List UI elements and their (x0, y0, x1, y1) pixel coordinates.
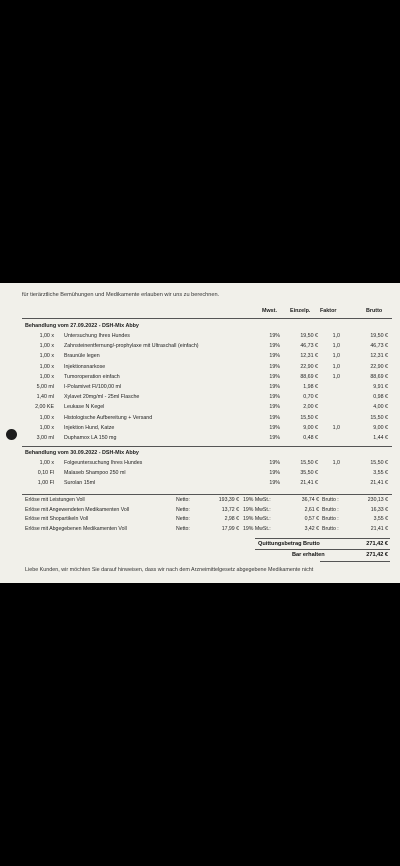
line-item (0, 404, 400, 414)
item-quantity: 2,00 KE (35, 404, 54, 411)
item-einzelpreis: 19,50 € (300, 333, 318, 339)
summary-mwst-label: 19% MwSt.: (243, 497, 271, 503)
summary-brutto-label: Brutto : (322, 525, 339, 532)
summary-mwst: 36,74 € (301, 497, 319, 503)
header-faktor: Faktor (320, 308, 337, 314)
summary-brutto: 21,41 € (370, 525, 388, 532)
item-mwst: 19% (269, 353, 280, 360)
header-rule (22, 318, 392, 319)
invoice-paper (0, 283, 400, 583)
summary-label: Erlöse mit Angewendeten Medikamenten Voll (25, 506, 130, 513)
summary-netto-label: Netto: (176, 525, 190, 532)
item-brutto: 9,91 € (373, 384, 388, 390)
line-item (0, 415, 400, 425)
line-item (0, 425, 400, 435)
item-mwst: 19% (269, 435, 280, 441)
summary-rule (22, 494, 392, 495)
item-brutto: 0,98 € (373, 394, 388, 401)
line-item (0, 343, 400, 353)
summary-row (0, 516, 400, 525)
line-item (0, 374, 400, 384)
line-item (0, 333, 400, 343)
item-faktor: 1,0 (332, 373, 340, 380)
item-brutto: 88,69 € (370, 373, 388, 380)
item-description: Injektionsnarkose (64, 363, 106, 370)
item-einzelpreis: 9,00 € (303, 424, 318, 431)
quittung-value: 271,42 € (366, 541, 388, 547)
item-brutto: 3,55 € (373, 470, 388, 477)
summary-label: Erlöse mit Abgegebenen Medikamenten Voll (25, 525, 127, 532)
summary-netto-label: Netto: (176, 506, 190, 513)
item-mwst: 19% (269, 470, 280, 477)
punch-hole (6, 429, 17, 440)
item-quantity: 5,00 ml (36, 384, 54, 390)
summary-brutto-label: Brutto : (322, 506, 339, 513)
item-mwst: 19% (269, 404, 280, 411)
item-einzelpreis: 88,69 € (300, 373, 318, 380)
bar-label: Bar erhalten (292, 552, 325, 558)
summary-mwst: 0,57 € (304, 516, 319, 522)
item-einzelpreis: 15,50 € (300, 414, 318, 421)
item-mwst: 19% (269, 394, 280, 401)
item-mwst: 19% (269, 384, 280, 390)
line-item (0, 435, 400, 445)
item-quantity: 1,00 x (39, 363, 54, 370)
line-item (0, 364, 400, 374)
item-einzelpreis: 12,31 € (300, 353, 318, 360)
summary-label: Erlöse mit Leistungen Voll (25, 497, 85, 503)
item-mwst: 19% (269, 333, 280, 339)
item-description: Folgeuntersuchung Ihres Hundes (64, 460, 143, 466)
line-item (0, 480, 400, 490)
total-rule (255, 538, 390, 539)
item-quantity: 3,00 ml (36, 435, 54, 441)
item-einzelpreis: 1,98 € (303, 384, 318, 390)
item-brutto: 46,73 € (370, 343, 388, 350)
summary-row (0, 526, 400, 535)
item-mwst: 19% (269, 480, 280, 487)
footnote: Liebe Kunden, wir möchten Sie darauf hinweisen, dass wir nach dem Arzneimittelgesetz abgegebene Medikamente nicht (25, 567, 314, 573)
summary-mwst-label: 19% MwSt.: (243, 525, 271, 532)
summary-mwst-label: 19% MwSt.: (243, 516, 271, 522)
item-mwst: 19% (269, 414, 280, 421)
item-faktor: 1,0 (332, 343, 340, 350)
summary-brutto: 3,55 € (373, 516, 388, 522)
item-quantity: 1,00 Fl (37, 480, 54, 487)
item-brutto: 9,00 € (373, 424, 388, 431)
treatment-title-2: Behandlung vom 30.09.2022 - DSH-Mix Abby (25, 450, 139, 456)
item-brutto: 22,90 € (370, 363, 388, 370)
item-quantity: 1,00 x (39, 343, 54, 350)
item-einzelpreis: 35,50 € (300, 470, 318, 477)
item-quantity: 1,00 x (39, 424, 54, 431)
bar-underline (320, 561, 390, 562)
summary-mwst: 2,61 € (304, 506, 319, 513)
item-description: Surolan 15ml (64, 480, 96, 487)
item-faktor: 1,0 (332, 424, 340, 431)
summary-brutto: 16,33 € (370, 506, 388, 513)
summary-row (0, 507, 400, 516)
header-mwst: Mwst. (262, 308, 277, 314)
summary-brutto-label: Brutto : (322, 516, 339, 522)
summary-netto: 17,99 € (221, 525, 239, 532)
summary-mwst: 3,42 € (304, 525, 319, 532)
section-rule (22, 446, 392, 447)
line-item (0, 460, 400, 470)
summary-row (0, 497, 400, 506)
item-brutto: 15,50 € (370, 460, 388, 466)
item-description: Leukase N Kegel (64, 404, 105, 411)
summary-mwst-label: 19% MwSt.: (243, 506, 271, 513)
item-faktor: 1,0 (332, 353, 340, 360)
item-description: Zahnsteinentfernung/-prophylaxe mit Ultraschall (einfach) (64, 343, 199, 350)
item-quantity: 1,00 x (39, 353, 54, 360)
item-description: Malaseb Shampoo 250 ml (64, 470, 126, 477)
line-item (0, 384, 400, 394)
line-item (0, 394, 400, 404)
summary-brutto-label: Brutto : (322, 497, 339, 503)
item-mwst: 19% (269, 424, 280, 431)
item-brutto: 1,44 € (373, 435, 388, 441)
quittung-label: Quittungsbetrag Brutto (258, 541, 320, 547)
item-einzelpreis: 0,70 € (303, 394, 318, 401)
summary-netto: 2,98 € (224, 516, 239, 522)
item-brutto: 19,50 € (370, 333, 388, 339)
summary-netto-label: Netto: (176, 497, 190, 503)
item-description: Untersuchung Ihres Hundes (64, 333, 130, 339)
item-einzelpreis: 2,00 € (303, 404, 318, 411)
item-einzelpreis: 0,48 € (303, 435, 318, 441)
item-quantity: 0,10 Fl (37, 470, 54, 477)
line-item (0, 470, 400, 480)
item-einzelpreis: 15,50 € (300, 460, 318, 466)
item-mwst: 19% (269, 460, 280, 466)
item-description: Duphamox LA 150 mg (64, 435, 117, 441)
item-quantity: 1,00 x (39, 460, 54, 466)
item-quantity: 1,00 x (39, 333, 54, 339)
item-description: Tumoroperation einfach (64, 373, 120, 380)
summary-label: Erlöse mit Shopartikeln Voll (25, 516, 89, 522)
item-quantity: 1,00 x (39, 414, 54, 421)
item-quantity: 1,00 x (39, 373, 54, 380)
bar-rule (255, 549, 390, 550)
item-einzelpreis: 46,73 € (300, 343, 318, 350)
item-mwst: 19% (269, 343, 280, 350)
summary-netto: 193,39 € (218, 497, 239, 503)
item-mwst: 19% (269, 363, 280, 370)
item-einzelpreis: 21,41 € (300, 480, 318, 487)
bar-value: 271,42 € (366, 552, 388, 558)
item-brutto: 4,00 € (373, 404, 388, 411)
summary-netto: 13,72 € (221, 506, 239, 513)
intro-text: für tierärztliche Bemühungen und Medikamente erlauben wir uns zu berechnen. (22, 292, 220, 298)
item-brutto: 15,50 € (370, 414, 388, 421)
treatment-title-1: Behandlung vom 27.09.2022 - DSH-Mix Abby (25, 323, 139, 329)
item-description: I-Polamivet Fl/100,00 ml (64, 384, 122, 390)
item-mwst: 19% (269, 373, 280, 380)
item-brutto: 21,41 € (370, 480, 388, 487)
item-faktor: 1,0 (332, 363, 340, 370)
item-faktor: 1,0 (332, 460, 340, 466)
header-einzelpreis: Einzelp. (290, 308, 311, 314)
item-einzelpreis: 22,90 € (300, 363, 318, 370)
summary-brutto: 230,13 € (367, 497, 388, 503)
item-description: Xylavet 20mg/ml - 25ml Flasche (64, 394, 140, 401)
header-brutto: Brutto (366, 308, 383, 314)
item-description: Histologische Aufbereitung + Versand (64, 414, 153, 421)
summary-netto-label: Netto: (176, 516, 190, 522)
item-quantity: 1,40 ml (36, 394, 54, 401)
item-faktor: 1,0 (332, 333, 340, 339)
item-brutto: 12,31 € (370, 353, 388, 360)
line-item (0, 353, 400, 363)
item-description: Braunüle legen (64, 353, 100, 360)
item-description: Injektion Hund, Katze (64, 424, 115, 431)
